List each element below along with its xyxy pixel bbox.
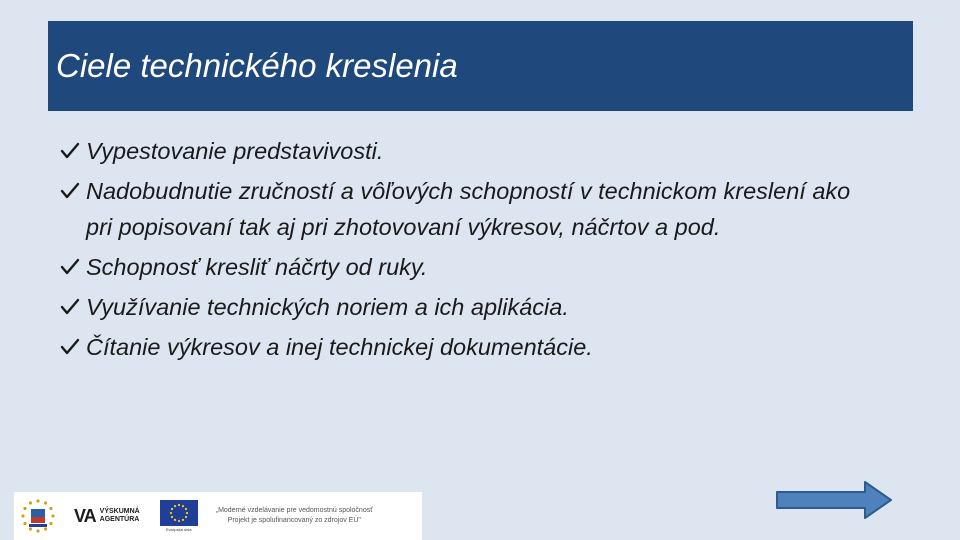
eu-logo: [160, 500, 198, 532]
bullet-item: [60, 289, 880, 325]
tagline-line-1: „Moderné vzdelávanie pre vedomostnú spoločnosť: [215, 507, 373, 514]
bullet-text: Nadobudnutie zručností a vôľových schopností v technickom kreslení ako pri popisovaní tak aj pri zhotovovaní výkresov, náčrtov a pod.: [86, 178, 851, 240]
bullet-item: [60, 173, 880, 245]
bullet-text: Čítanie výkresov a inej technickej dokumentácie.: [86, 334, 593, 360]
eu-flag-icon: [160, 500, 198, 526]
bullet-text: Využívanie technických noriem a ich aplikácia.: [86, 294, 569, 320]
bullet-text: Schopnosť kresliť náčrty od ruky.: [86, 254, 428, 280]
partner-logo-strip: [14, 492, 422, 540]
va-mark: VA: [74, 505, 96, 526]
check-icon: [60, 181, 80, 201]
next-slide-button[interactable]: [775, 480, 893, 520]
slide-title: Ciele technického kreslenia: [56, 46, 458, 84]
title-bar: [48, 21, 913, 111]
bullet-text: Vypestovanie predstavivosti.: [86, 138, 384, 164]
tagline-line-2: Projekt je spolufinancovaný zo zdrojov EÚ": [227, 517, 361, 524]
eu-caption: Európska únia: [165, 527, 192, 532]
va-line-2: AGENTÚRA: [99, 516, 140, 523]
check-icon: [60, 337, 80, 357]
va-text: [100, 508, 140, 524]
bullet-item: [60, 249, 880, 285]
research-agency-logo: [74, 506, 140, 527]
right-arrow-icon: [777, 482, 891, 518]
check-icon: [60, 141, 80, 161]
wreath-logo-icon: [20, 498, 56, 534]
project-tagline: [216, 506, 373, 526]
check-icon: [60, 297, 80, 317]
bullet-list: [60, 133, 880, 369]
va-line-1: VÝSKUMNÁ: [99, 508, 140, 515]
bullet-item: [60, 329, 880, 365]
check-icon: [60, 257, 80, 277]
bullet-item: [60, 133, 880, 169]
